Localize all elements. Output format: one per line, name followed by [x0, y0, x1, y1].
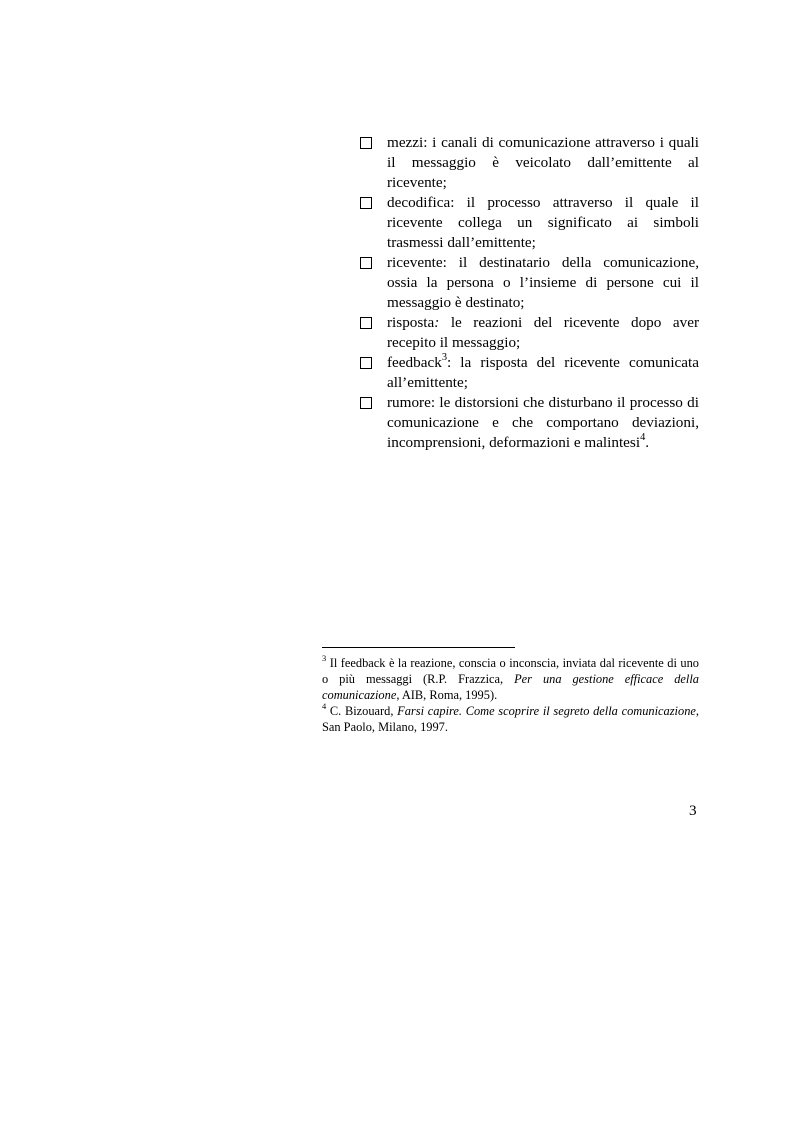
footnote-3 [322, 655, 699, 703]
list-item-text: mezzi: i canali di comunicazione attraverso i quali il messaggio è veicolato dall’emittente al ricevente; [387, 134, 699, 191]
term-colon: : [434, 314, 440, 331]
list-item-text [387, 393, 699, 453]
checkbox-square-icon [360, 257, 372, 269]
list-item-text: decodifica: il processo attraverso il quale il ricevente collega un significato ai simboli trasmessi dall’emittente; [387, 194, 699, 251]
checkbox-square-icon [360, 317, 372, 329]
period: . [645, 434, 650, 451]
checkbox-square-icon [360, 357, 372, 369]
footnotes [322, 655, 699, 735]
list-item-text: ricevente: il destinatario della comunicazione, ossia la persona o l’insieme di persone cui il messaggio è destinato; [387, 254, 699, 311]
checkbox-square-icon [360, 137, 372, 149]
footnote-number: 3 [322, 653, 327, 664]
footnote-text: Il feedback è la reazione, conscia o inconscia, inviata dal ricevente di uno o più messaggi (R.P. Frazzica, [322, 656, 699, 686]
footnote-separator [322, 647, 515, 648]
definition: rumore: le distorsioni che disturbano il processo di comunicazione e che comportano deviazioni, incomprensioni, deformazioni e malintesi [387, 394, 699, 451]
list-item-text [387, 313, 699, 353]
list-item-text [387, 353, 699, 393]
footnote-text: , San Paolo, Milano, 1997. [322, 704, 699, 734]
checkbox-square-icon [360, 397, 372, 409]
list-item [360, 193, 699, 253]
footnote-text: , AIB, Roma, 1995). [396, 688, 498, 702]
checkbox-square-icon [360, 197, 372, 209]
list-item [360, 353, 699, 393]
list-item [360, 393, 699, 453]
footnote-title: Per una gestione efficace della comunicazione [322, 672, 699, 702]
term: risposta [387, 314, 435, 331]
footnote-text: C. Bizouard, [326, 704, 398, 718]
term: feedback [387, 354, 442, 371]
definition: le reazioni del ricevente dopo aver recepito il messaggio; [387, 314, 699, 351]
footnote-number: 4 [322, 701, 327, 712]
definition: : la risposta del ricevente comunicata all’emittente; [387, 354, 699, 391]
footnote-ref-3[interactable]: 3 [441, 352, 447, 364]
list-item [360, 253, 699, 313]
footnote-4 [322, 703, 699, 735]
footnote-title: Farsi capire. Come scoprire il segreto della comunicazione [397, 704, 696, 718]
bullet-list [360, 133, 699, 453]
footnote-ref-4[interactable]: 4 [640, 432, 646, 444]
list-item [360, 313, 699, 353]
page-number: 3 [689, 802, 697, 819]
list-item [360, 133, 699, 193]
